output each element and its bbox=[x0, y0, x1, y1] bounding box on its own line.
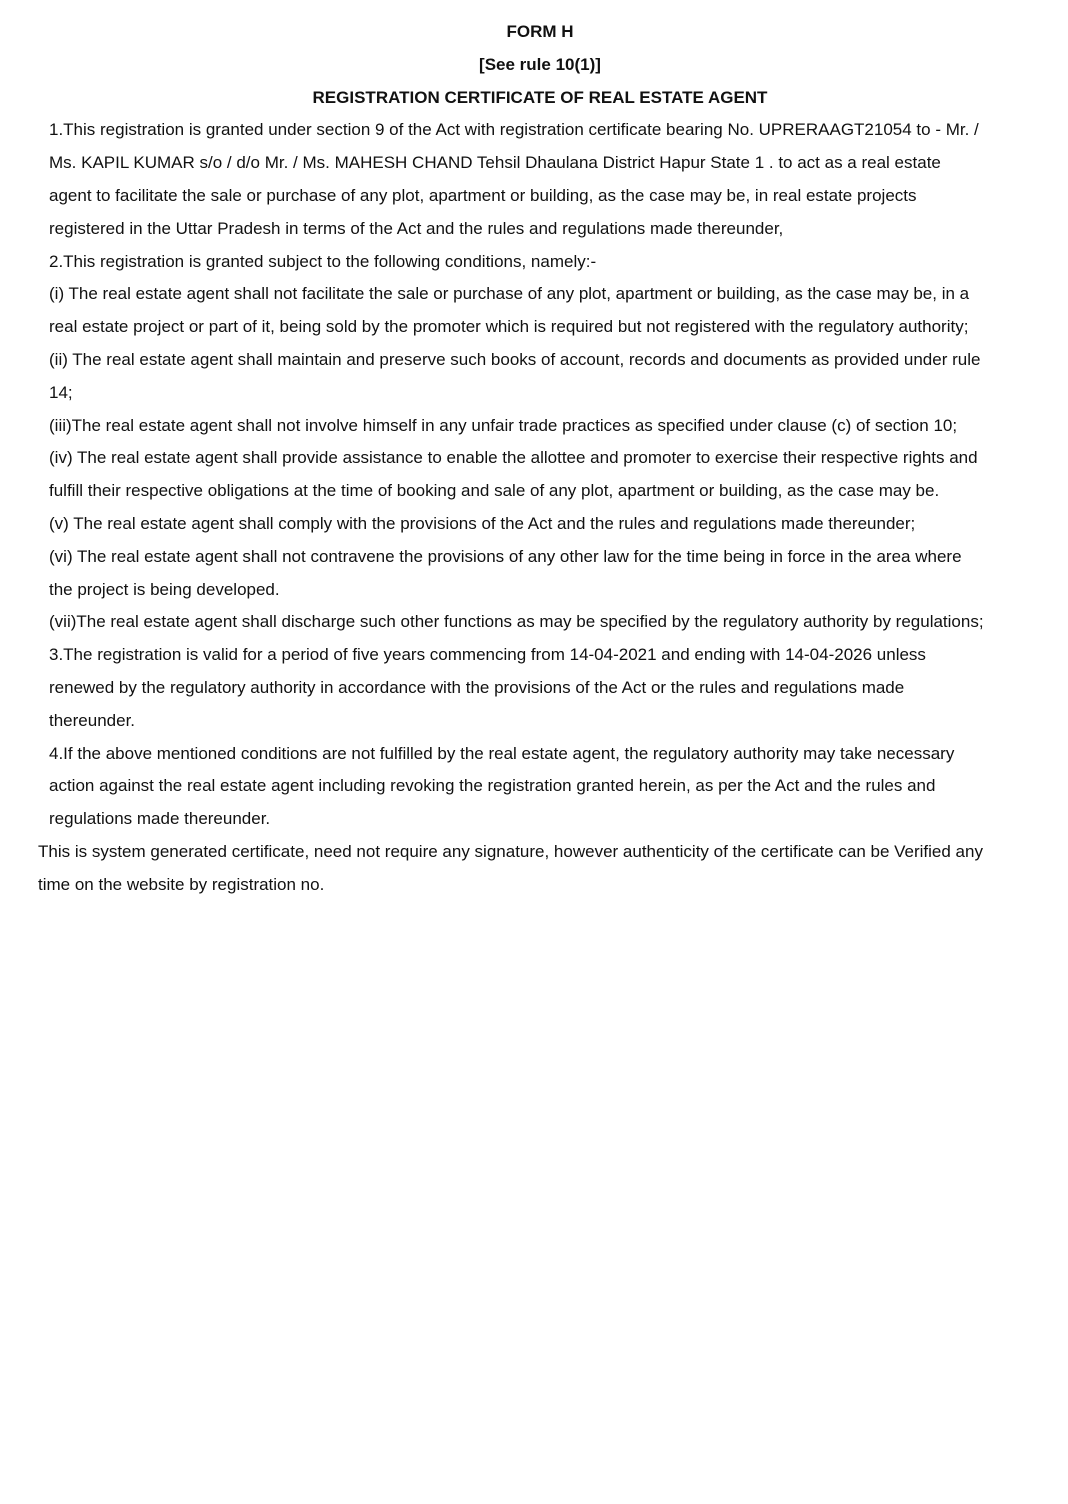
certificate-body bbox=[0, 114, 1068, 836]
text-line: agent to facilitate the sale or purchase of any plot, apartment or building, as the case may be, in real estate projects bbox=[49, 185, 917, 205]
text-line: thereunder. bbox=[49, 710, 136, 730]
text-line: action against the real estate agent including revoking the registration granted herein, as per the Act and the rules and bbox=[49, 776, 936, 796]
text-line: regulations made thereunder. bbox=[49, 809, 271, 829]
rule-reference: [See rule 10(1)] bbox=[479, 54, 601, 74]
text-line: 3.The registration is valid for a period of five years commencing from 14-04-2021 and ending with 14-04-2026 unless bbox=[49, 645, 926, 665]
text-line: time on the website by registration no. bbox=[38, 874, 325, 894]
text-line: This is system generated certificate, need not require any signature, however authenticity of the certificate can be Verified any bbox=[38, 841, 983, 861]
text-line: 2.This registration is granted subject to the following conditions, namely:- bbox=[49, 251, 597, 271]
text-line: real estate project or part of it, being sold by the promoter which is required but not registered with the regulatory authority; bbox=[49, 317, 969, 337]
text-line: 1.This registration is granted under section 9 of the Act with registration certificate bearing No. UPRERAAGT21054 to - Mr. / bbox=[49, 120, 979, 140]
text-line: fulfill their respective obligations at the time of booking and sale of any plot, apartment or building, as the case may be. bbox=[49, 481, 940, 501]
text-line: renewed by the regulatory authority in accordance with the provisions of the Act or the rules and regulations made bbox=[49, 677, 905, 697]
text-line: the project is being developed. bbox=[49, 579, 280, 599]
text-line: (iv) The real estate agent shall provide assistance to enable the allottee and promoter to exercise their respective rights and bbox=[49, 448, 978, 468]
certificate-footer bbox=[0, 836, 1068, 902]
text-line: (ii) The real estate agent shall maintain and preserve such books of account, records and documents as provided under rule bbox=[49, 349, 981, 369]
certificate-title: REGISTRATION CERTIFICATE OF REAL ESTATE AGENT bbox=[312, 87, 768, 107]
text-line: (i) The real estate agent shall not facilitate the sale or purchase of any plot, apartment or building, as the case may be, in a bbox=[49, 284, 970, 304]
text-line: (vii)The real estate agent shall discharge such other functions as may be specified by the regulatory authority by regulations; bbox=[49, 612, 984, 632]
text-line: Ms. KAPIL KUMAR s/o / d/o Mr. / Ms. MAHESH CHAND Tehsil Dhaulana District Hapur State 1 . to act as a real estate bbox=[49, 153, 941, 173]
text-line: 4.If the above mentioned conditions are not fulfilled by the real estate agent, the regulatory authority may take necessary bbox=[49, 743, 955, 763]
text-line: (iii)The real estate agent shall not involve himself in any unfair trade practices as specified under clause (c) of section 10; bbox=[49, 415, 958, 435]
form-name: FORM H bbox=[506, 22, 574, 41]
text-line: (vi) The real estate agent shall not contravene the provisions of any other law for the time being in force in the area where bbox=[49, 546, 962, 566]
text-line: 14; bbox=[49, 382, 73, 402]
text-line: (v) The real estate agent shall comply with the provisions of the Act and the rules and regulations made thereunder; bbox=[49, 513, 916, 533]
text-line: registered in the Uttar Pradesh in terms of the Act and the rules and regulations made thereunder, bbox=[49, 218, 784, 238]
